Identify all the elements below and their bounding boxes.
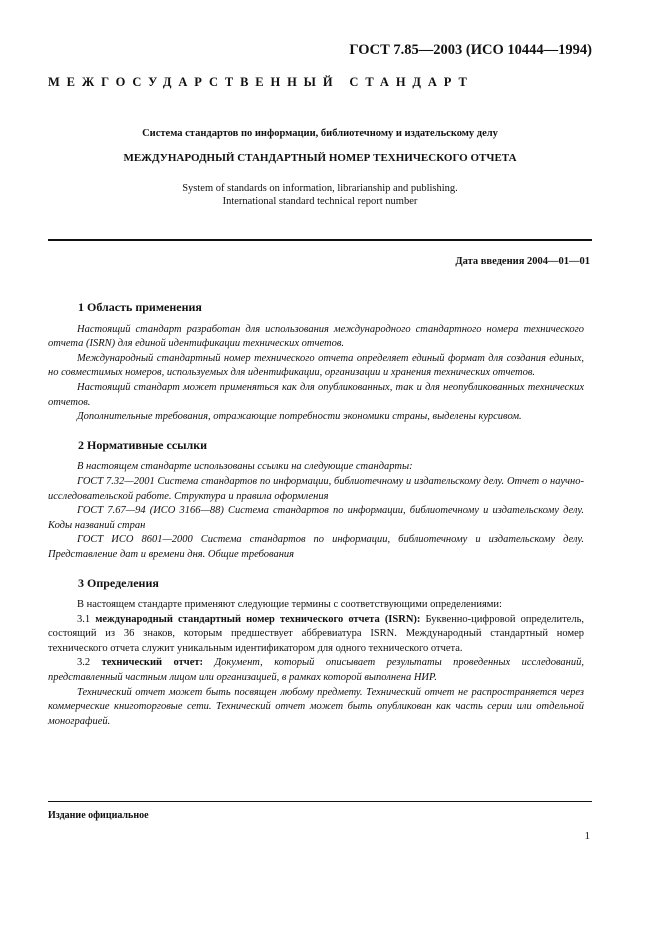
standard-type-banner: МЕЖГОСУДАРСТВЕННЫЙ СТАНДАРТ [48, 75, 474, 89]
official-edition-label: Издание официальное [48, 810, 149, 821]
definition-term: международный стандартный номер технического отчета (ISRN): [95, 613, 421, 625]
definition-item [48, 613, 584, 657]
main-title: МЕЖДУНАРОДНЫЙ СТАНДАРТНЫЙ НОМЕР ТЕХНИЧЕСКОГО ОТЧЕТА [123, 152, 517, 164]
page-number: 1 [584, 830, 590, 842]
definition-term: технический отчет: [101, 657, 204, 669]
paragraph: Настоящий стандарт разработан для использования международного стандартного номера технического отчета (ISRN) для единой идентификации технических отчетов. [48, 323, 584, 350]
document-code: ГОСТ 7.85—2003 (ИСО 10444—1994) [349, 42, 592, 58]
reference-item: ГОСТ 7.32—2001 Система стандартов по информации, библиотечному и издательскому делу. Отчет о научно-исследовательской работе. Структура и правила оформления [48, 475, 584, 502]
section-heading: 1 Область применения [78, 300, 202, 314]
paragraph: Настоящий стандарт может применяться как для опубликованных, так и для неопубликованных технических отчетов. [48, 381, 584, 408]
paragraph: В настоящем стандарте использованы ссылки на следующие стандарты: [77, 461, 413, 473]
section-heading: 2 Нормативные ссылки [78, 437, 208, 452]
definition-text: Документ, который описывает результаты проведенных исследований, представленный частным лицом или организацией, в рамках которой выполнена НИР. [48, 657, 585, 684]
paragraph: Международный стандартный номер технического отчета определяет единый формат для создания единых, но совместимых номеров, используемых для идентификации, организации и хранения технических отчетов. [48, 352, 584, 379]
section-scope [48, 300, 584, 425]
definition-item [48, 656, 584, 685]
paragraph: Дополнительные требования, отражающие потребности экономики страны, выделены курсивом. [77, 411, 522, 423]
section-definitions [48, 576, 584, 730]
definition-text: Буквенно-цифровой определитель, состоящий из 36 знаков, которым предшествует аббревиатура ISRN. Международный стандартный номер технического отчета служит уникальным идентификатором для одного технического отчета. [48, 613, 584, 654]
reference-item: ГОСТ 7.67—94 (ИСО 3166—88) Система стандартов по информации, библиотечному и издательскому делу. Коды названий стран [48, 505, 584, 531]
english-title [48, 182, 592, 208]
document-body [48, 300, 584, 729]
paragraph: Технический отчет может быть посвящен любому предмету. Технический отчет не распространяется через коммерческие книготорговые сети. Технический отчет может быть опубликован как часть серии или отдельной монографией. [48, 686, 584, 727]
footer-divider [48, 801, 592, 802]
paragraph: В настоящем стандарте применяют следующие термины с соответствующими определениями: [77, 599, 502, 611]
english-title-line-2: International standard technical report number [222, 196, 418, 207]
section-heading: 3 Определения [78, 575, 159, 590]
introduction-date: Дата введения 2004—01—01 [455, 256, 590, 267]
definition-number: 3.1 [77, 613, 91, 625]
title-divider [48, 239, 592, 241]
definition-number: 3.2 [77, 657, 91, 669]
section-normative-references [48, 438, 584, 563]
english-title-line-1: System of standards on information, librarianship and publishing. [182, 183, 458, 194]
reference-item: ГОСТ ИСО 8601—2000 Система стандартов по информации, библиотечному и издательскому делу. Представление дат и времени дня. Общие требования [48, 534, 584, 560]
system-title: Система стандартов по информации, библиотечному и издательскому делу [142, 128, 498, 139]
